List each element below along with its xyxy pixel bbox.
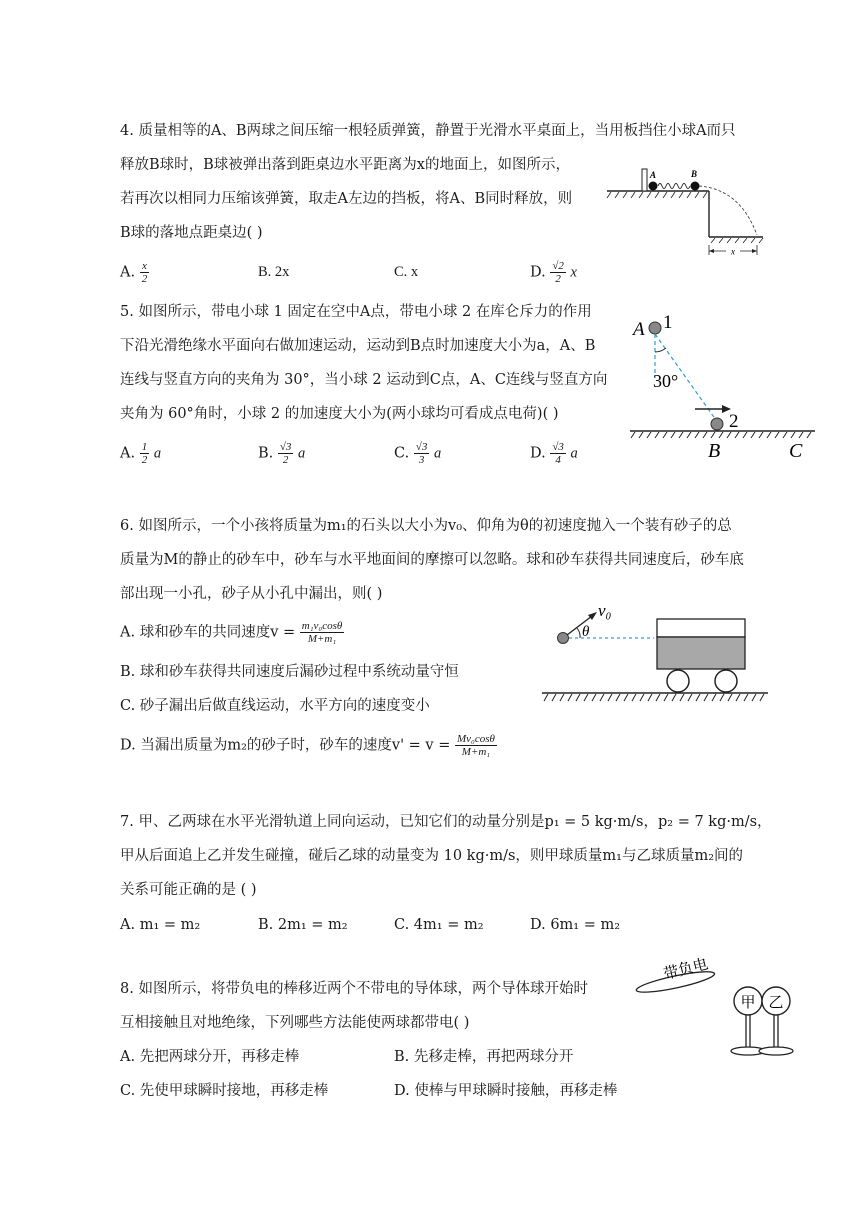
q6-option-b[interactable]: B. 球和砂车获得共同速度后漏砂过程中系统动量守恒: [120, 664, 459, 680]
fraction: $\frac{\text{Mv₀cosθ}}{\text{M+m₁}}$: [457, 733, 495, 758]
label-a: A: [633, 319, 645, 340]
label-b: B: [691, 169, 698, 179]
fraction: $\frac{√3}{2}$: [279, 441, 292, 466]
q4-option-d[interactable]: D. $\frac{√2}{2}$ x: [530, 260, 577, 285]
q7-line-3: 关系可能正确的是 ( ): [120, 882, 257, 898]
q8-figure-conductor-balls: [635, 948, 815, 1063]
q6-option-a[interactable]: A. 球和砂车的共同速度v = $\frac{\text{m₁v₀cosθ}}{\text{M+m₁}}$: [120, 620, 343, 645]
fraction: $\frac{\text{m₁v₀cosθ}}{\text{M+m₁}}$: [301, 620, 343, 645]
q7-option-c[interactable]: C. 4m₁ = m₂: [394, 917, 484, 933]
q6-line-2: 质量为M的静止的砂车中，砂车与水平地面间的摩擦可以忽略。球和砂车获得共同速度后，砂车底: [120, 552, 744, 568]
q8-option-b[interactable]: B. 先移走棒，再把两球分开: [394, 1049, 574, 1065]
q7-option-d[interactable]: D. 6m₁ = m₂: [530, 917, 621, 933]
q8-line-1: 8. 如图所示，将带负电的棒移近两个不带电的导体球，两个导体球开始时: [120, 981, 588, 997]
fraction: $\frac{√3}{3}$: [415, 441, 428, 466]
q4-option-b[interactable]: B. 2x: [258, 264, 290, 280]
q6-figure-sand-cart: [540, 598, 770, 708]
q7-option-a[interactable]: A. m₁ = m₂: [120, 917, 201, 933]
q4-option-a[interactable]: A. $\frac{x}{2}$: [120, 260, 148, 285]
q5-line-1: 5. 如图所示，带电小球 1 固定在空中A点，带电小球 2 在库仑斥力的作用: [120, 304, 592, 320]
label-v0: v₀: [598, 601, 612, 620]
q5-line-2: 下沿光滑绝缘水平面向右做加速运动，运动到B点时加速度大小为a，A、B: [120, 338, 596, 354]
q8-option-d[interactable]: D. 使棒与甲球瞬时接触，再移走棒: [394, 1083, 618, 1099]
q7-line-1: 7. 甲、乙两球在水平光滑轨道上同向运动，已知它们的动量分别是p₁ = 5 kg·m/s，p₂ = 7 kg·m/s，: [120, 814, 772, 830]
angle-label: 30°: [653, 371, 679, 391]
label-c: C: [789, 440, 803, 462]
q4-line-3: 若再次以相同力压缩该弹簧，取走A左边的挡板，将A、B同时释放，则: [120, 191, 573, 207]
q4-option-c[interactable]: C. x: [394, 264, 419, 280]
ball-2-label: 乙: [768, 993, 784, 1011]
q5-figure-coulomb: [625, 308, 820, 463]
label-2: 2: [729, 411, 739, 432]
q5-option-a[interactable]: A. $\frac{1}{2}$ a: [120, 441, 162, 466]
label-theta: θ: [582, 624, 590, 640]
label-1: 1: [663, 312, 673, 333]
q8-option-c[interactable]: C. 先使甲球瞬时接地，再移走棒: [120, 1083, 329, 1099]
fraction: $\frac{√3}{4}$: [552, 441, 564, 466]
ball-1-label: 甲: [740, 993, 756, 1011]
q4-line-4: B球的落地点距桌边( ): [120, 225, 263, 241]
q8-option-a[interactable]: A. 先把两球分开，再移走棒: [120, 1049, 300, 1065]
fraction: $\frac{x}{2}$: [141, 260, 148, 285]
label-x: x: [731, 246, 735, 257]
q8-line-2: 互相接触且对地绝缘，下列哪些方法能使两球都带电( ): [120, 1015, 470, 1031]
q6-option-c[interactable]: C. 砂子漏出后做直线运动，水平方向的速度变小: [120, 698, 430, 714]
label-a: A: [650, 170, 657, 180]
q5-line-4: 夹角为 60°角时，小球 2 的加速度大小为(两小球均可看成点电荷)( ): [120, 406, 559, 422]
fraction: $\frac{1}{2}$: [141, 441, 148, 466]
q6-line-1: 6. 如图所示，一个小孩将质量为m₁的石头以大小为v₀、仰角为θ的初速度抛入一个装有砂子的总: [120, 518, 732, 534]
q5-option-b[interactable]: B. $\frac{√3}{2}$ a: [258, 441, 306, 466]
q5-line-3: 连线与竖直方向的夹角为 30°，当小球 2 运动到C点，A、C连线与竖直方向: [120, 372, 608, 388]
fraction: $\frac{√2}{2}$: [552, 260, 564, 285]
q5-option-c[interactable]: C. $\frac{√3}{3}$ a: [394, 441, 442, 466]
q7-option-b[interactable]: B. 2m₁ = m₂: [258, 917, 348, 933]
label-b: B: [708, 440, 721, 462]
q5-option-d[interactable]: D. $\frac{√3}{4}$ a: [530, 441, 578, 466]
rod-label: 带负电: [661, 954, 710, 984]
q4-figure-table-spring: [605, 165, 770, 260]
q4-line-2: 释放B球时，B球被弹出落到距桌边水平距离为x的地面上，如图所示，: [120, 157, 570, 173]
q6-line-3: 部出现一小孔，砂子从小孔中漏出，则( ): [120, 586, 383, 602]
q7-line-2: 甲从后面追上乙并发生碰撞，碰后乙球的动量变为 10 kg·m/s，则甲球质量m₁与乙球质量m₂间的: [120, 848, 744, 864]
q6-option-d[interactable]: D. 当漏出质量为m₂的砂子时，砂车的速度v' = v = $\frac{\text{Mv₀cosθ}}{\text{M+m₁}}$: [120, 733, 495, 758]
q4-line-1: 4. 质量相等的A、B两球之间压缩一根轻质弹簧，静置于光滑水平桌面上，当用板挡住小球A而只: [120, 123, 736, 139]
